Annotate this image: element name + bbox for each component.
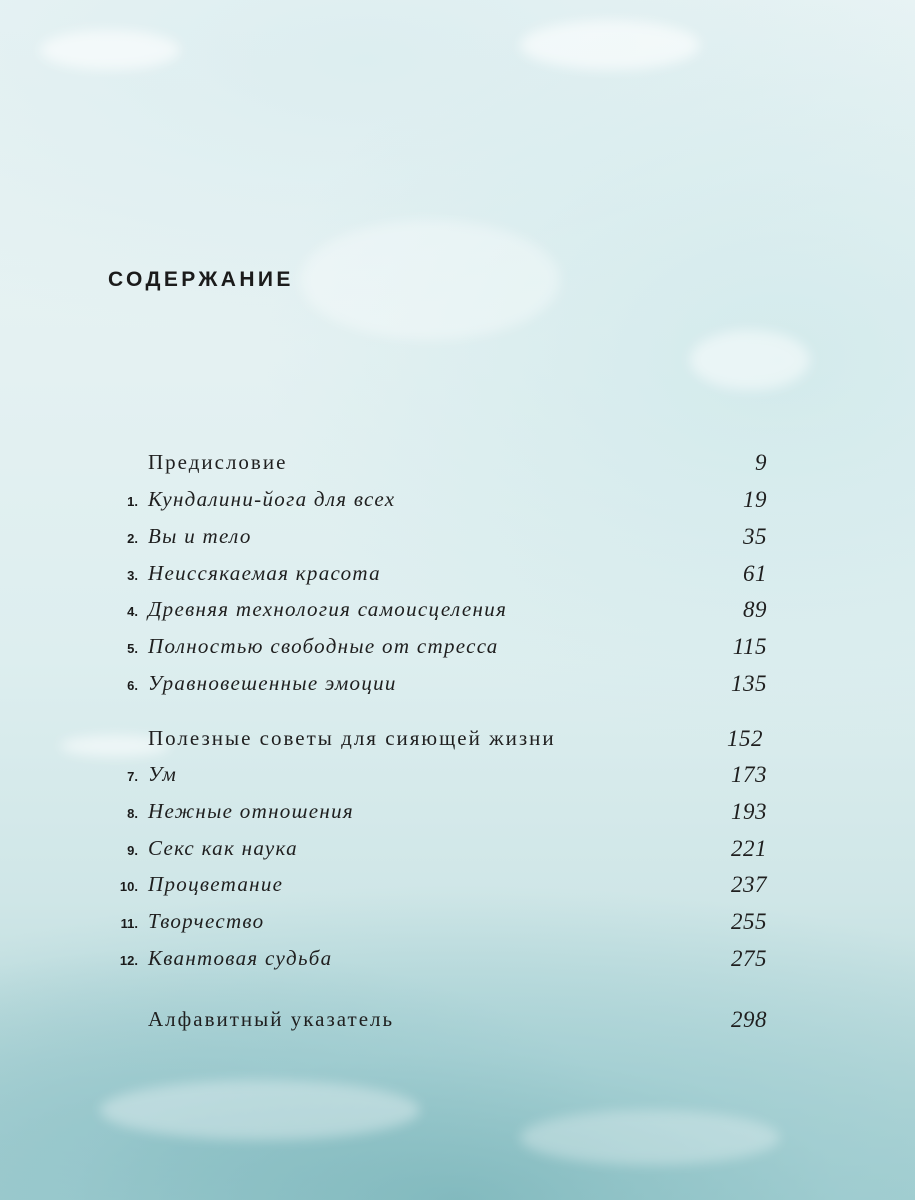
page-number: 135 bbox=[731, 671, 767, 696]
page-number: 9 bbox=[755, 450, 767, 475]
toc-entry[interactable] bbox=[0, 1007, 915, 1041]
toc-entry[interactable] bbox=[0, 799, 915, 833]
chapter-title: Кундалини-йога для всех bbox=[148, 487, 396, 511]
page-number: 61 bbox=[743, 561, 767, 586]
page-title: СОДЕРЖАНИЕ bbox=[108, 268, 294, 291]
background-texture bbox=[100, 1080, 420, 1140]
page-number: 152 bbox=[727, 726, 763, 751]
chapter-title: Алфавитный указатель bbox=[148, 1007, 395, 1031]
toc-entry[interactable] bbox=[0, 561, 915, 595]
chapter-title: Вы и тело bbox=[148, 524, 252, 548]
toc-entry[interactable] bbox=[0, 726, 915, 760]
chapter-title: Уравновешенные эмоции bbox=[148, 671, 397, 695]
chapter-number: 3. bbox=[127, 568, 138, 583]
page-number: 237 bbox=[731, 872, 767, 897]
toc-entry[interactable] bbox=[0, 836, 915, 870]
chapter-number: 2. bbox=[127, 531, 138, 546]
chapter-number: 10. bbox=[119, 879, 138, 894]
chapter-title: Предисловие bbox=[148, 450, 288, 474]
chapter-title: Нежные отношения bbox=[148, 799, 354, 823]
chapter-title: Творчество bbox=[148, 909, 265, 933]
chapter-number: 7. bbox=[127, 769, 138, 784]
page-number: 193 bbox=[731, 799, 767, 824]
background-texture bbox=[690, 330, 810, 390]
chapter-title: Древняя технология самоисцеления bbox=[148, 597, 508, 621]
background-texture bbox=[300, 220, 560, 340]
toc-entry[interactable] bbox=[0, 872, 915, 906]
chapter-number: 1. bbox=[127, 494, 138, 509]
toc-entry[interactable] bbox=[0, 487, 915, 521]
page-number: 275 bbox=[731, 946, 767, 971]
chapter-number: 8. bbox=[127, 806, 138, 821]
chapter-number: 5. bbox=[127, 641, 138, 656]
toc-entry[interactable] bbox=[0, 762, 915, 796]
toc-entry[interactable] bbox=[0, 946, 915, 980]
background-texture bbox=[520, 20, 700, 70]
chapter-number: 9. bbox=[127, 843, 138, 858]
chapter-number: 11. bbox=[120, 916, 138, 931]
background-texture bbox=[40, 30, 180, 70]
toc-entry[interactable] bbox=[0, 634, 915, 668]
page-number: 298 bbox=[731, 1007, 767, 1032]
chapter-title: Процветание bbox=[148, 872, 284, 896]
toc-entry[interactable] bbox=[0, 671, 915, 705]
toc-entry[interactable] bbox=[0, 909, 915, 943]
page-number: 115 bbox=[732, 634, 767, 659]
chapter-title: Секс как наука bbox=[148, 836, 298, 860]
chapter-title: Неиссякаемая красота bbox=[148, 561, 381, 585]
page-number: 221 bbox=[731, 836, 767, 861]
toc-entry[interactable] bbox=[0, 524, 915, 558]
page-number: 19 bbox=[743, 487, 767, 512]
chapter-number: 6. bbox=[127, 678, 138, 693]
page-number: 255 bbox=[731, 909, 767, 934]
page-number: 35 bbox=[743, 524, 767, 549]
chapter-title: Ум bbox=[148, 762, 178, 786]
page-number: 173 bbox=[731, 762, 767, 787]
toc-entry[interactable] bbox=[0, 597, 915, 631]
chapter-title: Полезные советы для сияющей жизни bbox=[148, 726, 556, 750]
toc-entry[interactable] bbox=[0, 450, 915, 484]
chapter-title: Квантовая судьба bbox=[148, 946, 333, 970]
chapter-title: Полностью свободные от стресса bbox=[148, 634, 499, 658]
page-number: 89 bbox=[743, 597, 767, 622]
chapter-number: 4. bbox=[127, 604, 138, 619]
background-texture bbox=[520, 1110, 780, 1165]
chapter-number: 12. bbox=[119, 953, 138, 968]
